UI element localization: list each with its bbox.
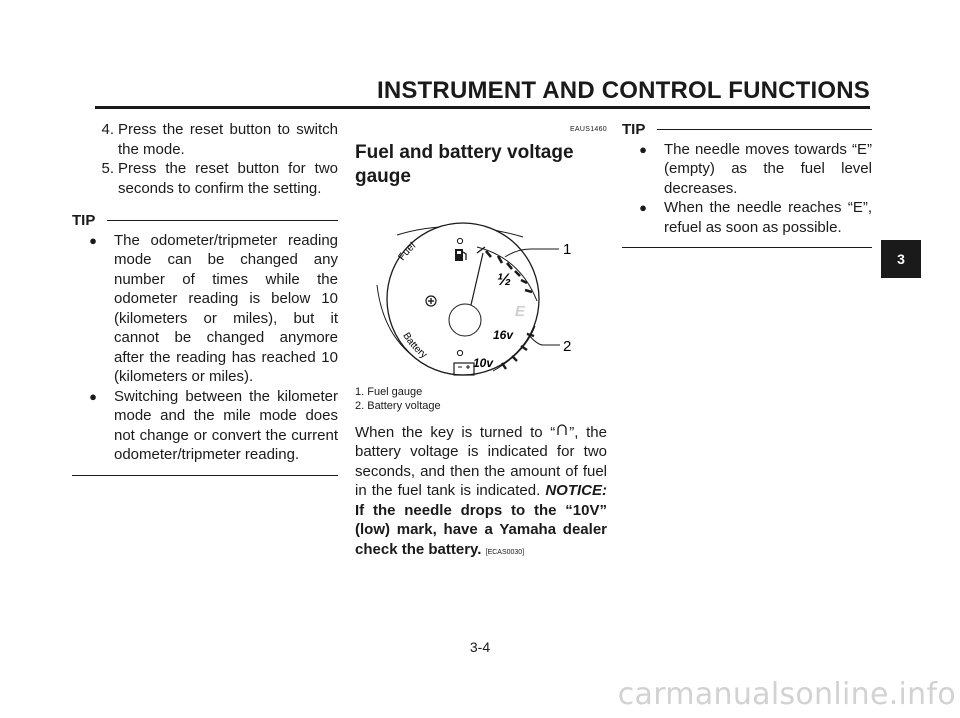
paragraph-text-end: ”, the battery voltage is indicated for two seconds, and then the amount of fuel in the fuel tank is indicated.: [355, 423, 607, 500]
half-mark: ½: [497, 269, 512, 289]
watermark: carmanualsonline.info: [617, 677, 956, 712]
page-number: 3-4: [469, 639, 491, 655]
tip-rule: [657, 129, 872, 130]
step-text: Press the reset button to switch the mode.: [118, 121, 338, 158]
bullet-dot-icon: ●: [639, 141, 647, 157]
empty-mark: E: [515, 302, 526, 320]
key-on-position-icon: [555, 423, 569, 443]
step-number: 5.: [101, 160, 114, 177]
low-voltage-mark: 10v: [473, 355, 494, 370]
left-column: [72, 120, 338, 476]
section-title: Fuel and battery voltage gauge: [355, 141, 574, 187]
tip-end-rule: [72, 475, 338, 476]
figure-captions: [355, 385, 607, 413]
header-rule: [95, 106, 870, 109]
bullet-dot-icon: ●: [89, 232, 97, 248]
section-code: EAUS1460: [569, 126, 607, 133]
tip-bullet-text: When the needle reaches “E”, refuel as soon as possible.: [664, 199, 872, 236]
tip-label: TIP: [72, 212, 96, 229]
step-number: 4.: [101, 121, 114, 138]
tip-heading: [72, 211, 338, 231]
notice-text: If the needle drops to the “10V” (low) mark, have a Yamaha dealer check the battery.: [355, 501, 607, 558]
callout-2: 2: [563, 337, 572, 355]
chapter-tab: 3: [881, 240, 921, 278]
high-voltage-mark: 16v: [493, 327, 514, 342]
tip-end-rule: [622, 247, 872, 248]
tip-bullet-text: Switching between the kilometer mode and the mile mode does not change or convert the current odometer/tripmeter reading.: [114, 387, 338, 463]
caption-item: 2. Battery voltage: [355, 399, 441, 412]
tip-bullet: [622, 198, 872, 237]
paragraph-text-start: When the key is turned to “: [355, 423, 556, 441]
bullet-dot-icon: ●: [639, 200, 647, 215]
notice-code: [ECAS0030]: [485, 548, 525, 556]
tip-rule: [107, 220, 338, 221]
callout-1: 1: [563, 240, 572, 258]
tip-bullet-text: The needle moves towards “E” (empty) as the fuel level decreases.: [664, 140, 872, 197]
tip-label: TIP: [622, 121, 646, 138]
step-item: [72, 120, 338, 159]
step-item: [72, 159, 338, 198]
needle-hub: [449, 304, 481, 336]
bullet-dot-icon: ●: [89, 388, 97, 404]
notice-label: NOTICE:: [545, 482, 607, 500]
gauge-figure: [355, 203, 607, 381]
tip-bullet: [72, 231, 338, 387]
header-title: INSTRUMENT AND CONTROL FUNCTIONS: [376, 77, 870, 104]
battery-label-path: Battery: [400, 330, 429, 361]
tip-bullet: [72, 387, 338, 465]
right-column: [622, 120, 872, 248]
fuel-label-path: Fuel: [396, 240, 418, 263]
caption-item: 1. Fuel gauge: [355, 385, 423, 398]
middle-column: [355, 120, 607, 562]
step-text: Press the reset button for two seconds to confirm the setting.: [118, 160, 338, 197]
tip-heading: [622, 120, 872, 140]
tip-bullet-text: The odometer/tripmeter reading mode can be changed any number of times while the odometer reading is below 10 (kilometers or miles), but it cannot be changed anymore after the reading has reached 10 (kilometers or miles).: [114, 231, 338, 385]
tip-bullet: [622, 140, 872, 199]
gauge-illustration: [355, 203, 607, 381]
body-paragraph: [355, 423, 607, 563]
